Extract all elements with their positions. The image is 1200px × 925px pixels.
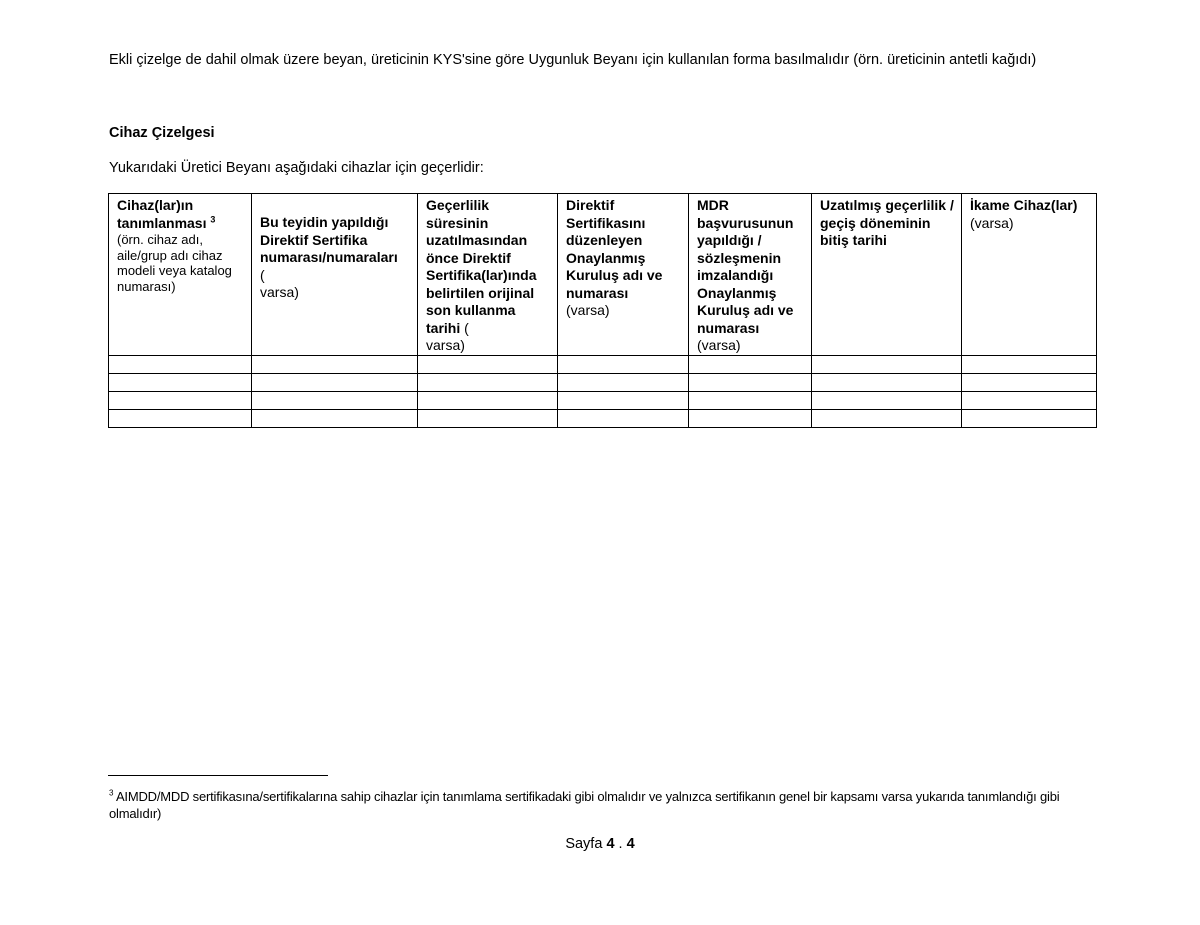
table-cell[interactable]: [689, 355, 812, 373]
footnote-number: 3: [109, 788, 114, 798]
header-certificate-numbers: Bu teyidin yapıldığı Direktif Sertifika numarası/numaraları ( varsa): [252, 194, 418, 356]
header-note: (varsa): [566, 302, 610, 318]
table-cell[interactable]: [252, 391, 418, 409]
table-cell[interactable]: [558, 355, 689, 373]
table-cell[interactable]: [962, 373, 1097, 391]
table-cell[interactable]: [812, 355, 962, 373]
intro-text: Ekli çizelge de dahil olmak üzere beyan, üreticinin KYS'sine göre Uygunluk Beyanı için kullanılan forma basılmalıdır (örn. üreticinin antetli kağıdı): [109, 52, 1037, 68]
header-note: ( varsa): [260, 266, 299, 300]
header-original-expiry-date: Geçerlilik süresinin uzatılmasından önce Direktif Sertifika(lar)ında belirtilen orijinal son kullanma tarihi ( varsa): [418, 194, 558, 356]
header-note: ( varsa): [426, 319, 469, 353]
footnote-divider: [108, 775, 328, 776]
table-cell[interactable]: [252, 355, 418, 373]
page-label: Sayfa: [565, 836, 603, 852]
table-cell[interactable]: [962, 409, 1097, 427]
section-title: Cihaz Çizelgesi: [109, 125, 215, 141]
header-device-identification: Cihaz(lar)ın tanımlanması $^3$ (örn. cihaz adı, aile/grup adı cihaz modeli veya katalog numarası): [109, 194, 252, 356]
footnote-ref: 3: [210, 213, 216, 224]
table-cell[interactable]: [689, 409, 812, 427]
page-total: 4: [626, 836, 635, 852]
header-note: (örn. cihaz adı, aile/grup adı cihaz modeli veya katalog numarası): [117, 232, 232, 294]
table-cell[interactable]: [418, 409, 558, 427]
header-certificate-notified-body: Direktif Sertifikasını düzenleyen Onaylanmış Kuruluş adı ve numarası (varsa): [558, 194, 689, 356]
table-cell[interactable]: [418, 391, 558, 409]
table-cell[interactable]: [109, 409, 252, 427]
header-mdr-notified-body: MDR başvurusunun yapıldığı / sözleşmenin imzalandığı Onaylanmış Kuruluş adı ve numarası (varsa): [689, 194, 812, 356]
header-transition-end-date: Uzatılmış geçerlilik / geçiş döneminin bitiş tarihi: [812, 194, 962, 356]
table-cell[interactable]: [252, 373, 418, 391]
table-cell[interactable]: [812, 409, 962, 427]
table-cell[interactable]: [109, 373, 252, 391]
table-row: [109, 391, 1097, 409]
footnote-text: AIMDD/MDD sertifikasına/sertifikalarına sahip cihazlar için tanımlama sertifikadaki gibi olmalıdır ve yalnızca sertifikanın genel bir kapsamı varsa yukarıda tanımlandığı gibi olmalıdır): [109, 789, 1060, 821]
table-cell[interactable]: [252, 409, 418, 427]
table-row: [109, 409, 1097, 427]
table-cell[interactable]: [812, 373, 962, 391]
header-note: (varsa): [970, 214, 1014, 231]
table-cell[interactable]: [558, 409, 689, 427]
table-cell[interactable]: [418, 355, 558, 373]
table-cell[interactable]: [812, 391, 962, 409]
table-cell[interactable]: [558, 391, 689, 409]
page-separator: .: [618, 836, 623, 852]
page-current: 4: [606, 836, 615, 852]
table-cell[interactable]: [109, 391, 252, 409]
lead-text: Yukarıdaki Üretici Beyanı aşağıdaki cihazlar için geçerlidir:: [109, 160, 484, 176]
header-substitute-devices: İkame Cihaz(lar) (varsa): [962, 194, 1097, 356]
table-cell[interactable]: [689, 373, 812, 391]
device-schedule-table: [108, 193, 1097, 428]
table-cell[interactable]: [558, 373, 689, 391]
table-row: [109, 355, 1097, 373]
page-number: [0, 836, 1200, 852]
table-cell[interactable]: [962, 391, 1097, 409]
table-header-row: [109, 194, 1097, 356]
table-row: [109, 373, 1097, 391]
table-cell[interactable]: [418, 373, 558, 391]
table-cell[interactable]: [689, 391, 812, 409]
header-note: (varsa): [697, 337, 741, 353]
table-cell[interactable]: [109, 355, 252, 373]
table-cell[interactable]: [962, 355, 1097, 373]
footnote: [109, 788, 1069, 822]
